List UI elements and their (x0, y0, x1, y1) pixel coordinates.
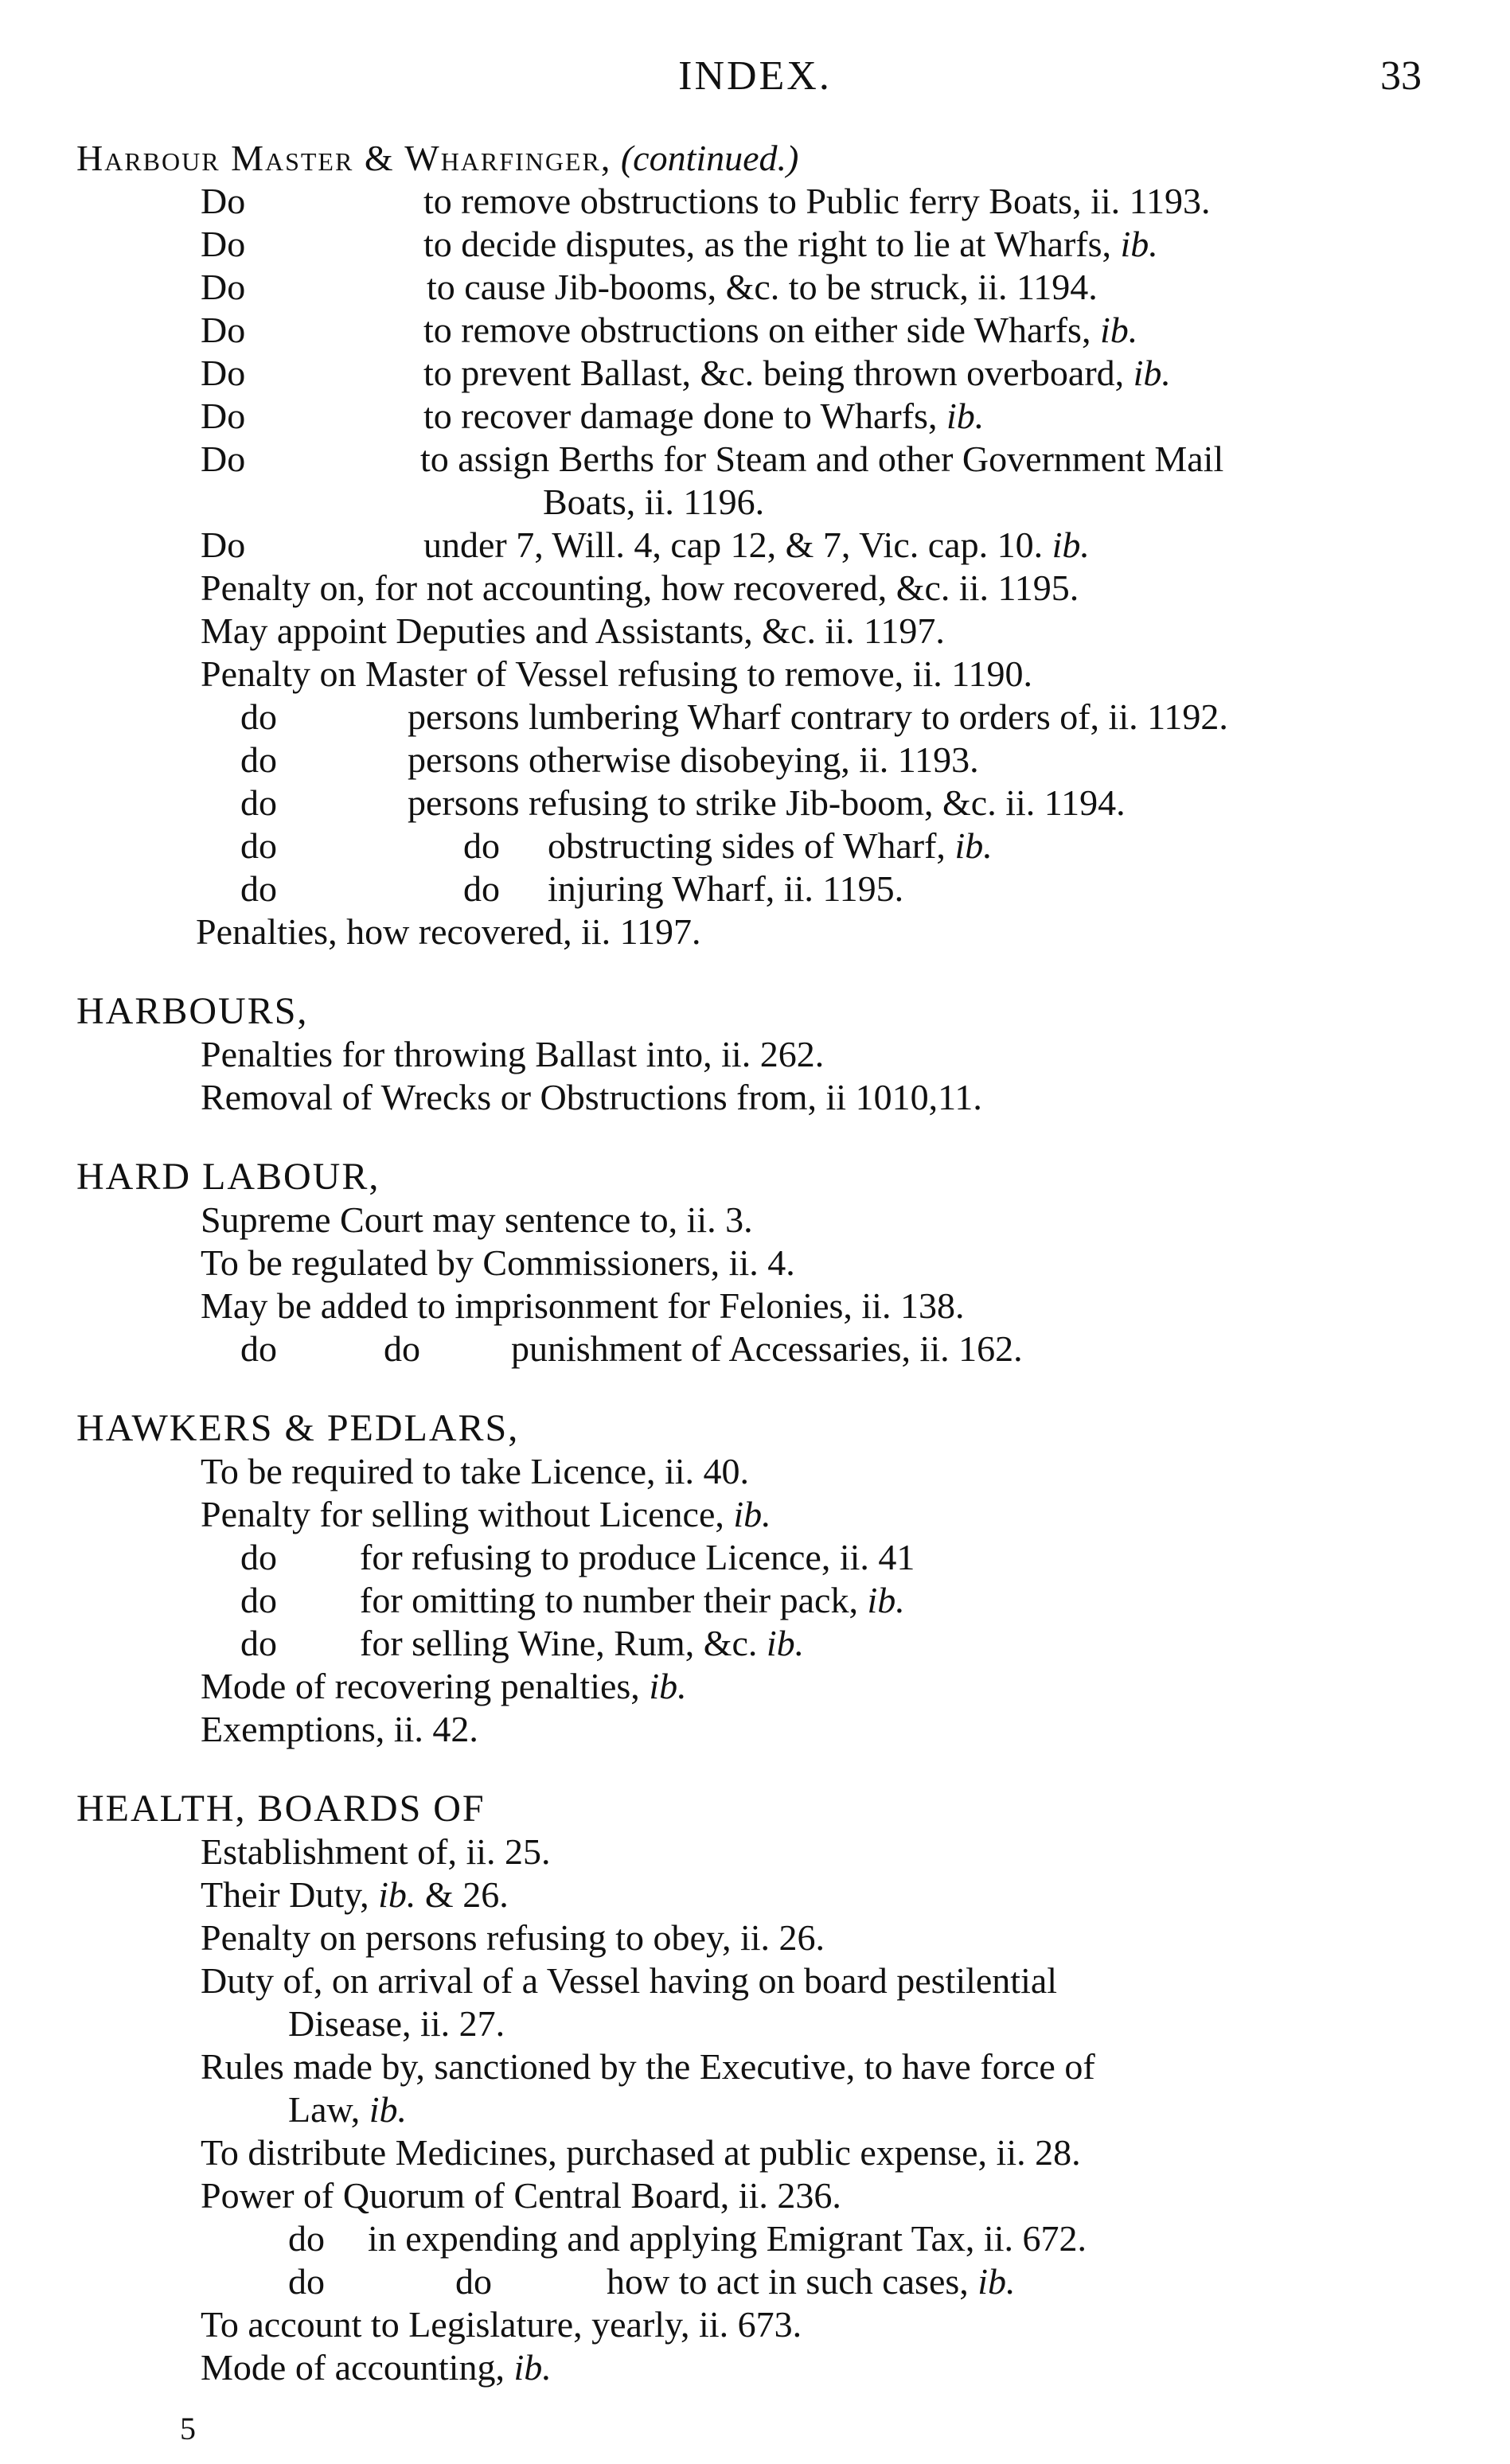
entry-text (201, 2346, 552, 2389)
index-line (76, 910, 1477, 953)
entry-text: May be added to imprisonment for Felonies, ii. 138. (201, 1285, 965, 1326)
index-line (76, 1076, 1477, 1119)
ditto-mark: do (463, 868, 500, 909)
ibid-ref: ib. (766, 1623, 805, 1663)
heading-text: Harbour Master & Wharfinger, (76, 138, 612, 178)
index-line (76, 1450, 1477, 1493)
index-line (76, 1033, 1477, 1076)
index-line (76, 1242, 1477, 1285)
entry-text: Penalty on, for not accounting, how recovered, &c. ii. 1195. (201, 567, 1079, 608)
ditto-mark: Do (201, 310, 246, 350)
entry-text-main: for omitting to number their pack, (360, 1580, 858, 1620)
index-line (76, 610, 1477, 653)
section-gap (76, 1751, 1477, 1788)
index-line (76, 653, 1477, 696)
entry-text: Rules made by, sanctioned by the Executive, to have force of (201, 2046, 1095, 2087)
ibid-ref: ib. (977, 2261, 1016, 2302)
entry-text: May appoint Deputies and Assistants, &c. ii. 1197. (201, 610, 945, 651)
page-number: 33 (1380, 53, 1422, 99)
entry-text (201, 1665, 687, 1708)
index-line (76, 567, 1477, 610)
index-line (76, 2045, 1477, 2088)
ditto-mark: do (240, 1328, 277, 1369)
entry-text-main: to prevent Ballast, &c. being thrown overboard, (423, 353, 1125, 393)
entry-text (201, 1873, 509, 1916)
entry-text (360, 1579, 905, 1622)
entry-text: To be regulated by Commissioners, ii. 4. (201, 1242, 795, 1283)
entry-text: Penalty on Master of Vessel refusing to remove, ii. 1190. (201, 653, 1033, 694)
entry-text-main: Penalty for selling without Licence, (201, 1494, 724, 1534)
index-line (76, 1916, 1477, 1959)
index-line (76, 1285, 1477, 1328)
index-line (76, 223, 1477, 266)
entry-text: to remove obstructions to Public ferry Boats, ii. 1193. (423, 181, 1211, 221)
ditto-mark: Do (201, 181, 246, 221)
ibid-ref: ib. (867, 1580, 905, 1620)
ibid-ref: ib. (946, 396, 985, 436)
entry-text (607, 2260, 1016, 2303)
index-line (76, 2217, 1477, 2260)
index-line (76, 825, 1477, 867)
entry-text: Exemptions, ii. 42. (201, 1709, 478, 1749)
entry-text-main: Their Duty, (201, 1874, 369, 1915)
index-line-continuation (76, 481, 1477, 524)
index-line (76, 1622, 1477, 1665)
ditto-mark: Do (201, 439, 246, 479)
index-line (76, 438, 1477, 481)
ibid-ref: ib. (1120, 224, 1158, 264)
index-line (76, 1665, 1477, 1708)
entry-text (423, 395, 984, 438)
entry-text: to cause Jib-booms, &c. to be struck, ii. 1194. (427, 267, 1098, 307)
index-line (76, 1493, 1477, 1536)
entry-text: persons lumbering Wharf contrary to orders of, ii. 1192. (408, 696, 1228, 737)
index-line (76, 1199, 1477, 1242)
entry-text-main: to remove obstructions on either side Wharfs, (423, 310, 1091, 350)
section-gap (76, 1119, 1477, 1156)
ditto-mark: do (288, 2261, 325, 2302)
entry-text-main: Mode of recovering penalties, (201, 1666, 640, 1706)
entry-text: Disease, ii. 27. (288, 2003, 505, 2044)
entry-text: to assign Berths for Steam and other Government Mail (420, 439, 1224, 479)
ditto-mark: Do (201, 353, 246, 393)
section-gap (76, 953, 1477, 990)
entry-text-main: for selling Wine, Rum, &c. (360, 1623, 758, 1663)
index-line (76, 1959, 1477, 2002)
entry-heading-hawkers: HAWKERS & PEDLARS, (76, 1407, 520, 1449)
index-line (76, 266, 1477, 309)
entry-text (423, 223, 1158, 266)
index-line (76, 2260, 1477, 2303)
ibid-ref: ib. (378, 1874, 416, 1915)
ditto-mark: do (463, 825, 500, 866)
index-line (76, 395, 1477, 438)
entry-heading-harbour-master (76, 137, 1477, 180)
entry-text: Removal of Wrecks or Obstructions from, ii 1010,11. (201, 1077, 982, 1117)
ditto-mark: Do (201, 224, 246, 264)
ditto-mark: Do (201, 396, 246, 436)
entry-text: Supreme Court may sentence to, ii. 3. (201, 1199, 753, 1240)
ditto-mark: do (240, 1623, 277, 1663)
entry-text-main: to recover damage done to Wharfs, (423, 396, 938, 436)
entry-text: To be required to take Licence, ii. 40. (201, 1451, 750, 1491)
index-line (76, 2346, 1477, 2389)
signature-mark: 5 (180, 2411, 196, 2446)
entry-text (423, 309, 1137, 352)
entry-text-main: to decide disputes, as the right to lie at Wharfs, (423, 224, 1111, 264)
entry-text-tail: & 26. (424, 1874, 509, 1915)
ibid-ref: ib. (649, 1666, 687, 1706)
entry-text (288, 2088, 407, 2131)
index-line (76, 739, 1477, 782)
entry-text: Boats, ii. 1196. (543, 481, 765, 522)
ibid-ref: ib. (954, 825, 993, 866)
section-gap (76, 1370, 1477, 1407)
entry-text: Power of Quorum of Central Board, ii. 236. (201, 2175, 841, 2216)
index-line (76, 1328, 1477, 1370)
entry-text-main: Mode of accounting, (201, 2347, 505, 2388)
index-line (76, 180, 1477, 223)
index-line (76, 867, 1477, 910)
index-content (76, 137, 1477, 2389)
entry-text: To distribute Medicines, purchased at public expense, ii. 28. (201, 2132, 1081, 2173)
index-line (76, 696, 1477, 739)
entry-text: for refusing to produce Licence, ii. 41 (360, 1537, 915, 1577)
entry-text: Penalties, how recovered, ii. 1197. (196, 911, 701, 952)
index-line (76, 1873, 1477, 1916)
ditto-mark: do (384, 1328, 420, 1369)
index-line (76, 1579, 1477, 1622)
entry-text (548, 825, 993, 867)
entry-text: Penalty on persons refusing to obey, ii. 26. (201, 1917, 825, 1958)
ditto-mark: do (455, 2261, 492, 2302)
ditto-mark: do (240, 1580, 277, 1620)
index-line-continuation (76, 2088, 1477, 2131)
entry-text: To account to Legislature, yearly, ii. 673. (201, 2304, 802, 2345)
ditto-mark: do (240, 868, 277, 909)
entry-text-main: obstructing sides of Wharf, (548, 825, 946, 866)
ditto-mark: do (240, 739, 277, 780)
entry-text: Penalties for throwing Ballast into, ii. 262. (201, 1034, 825, 1074)
entry-text: injuring Wharf, ii. 1195. (548, 868, 904, 909)
index-line (76, 524, 1477, 567)
entry-heading-health: HEALTH, BOARDS OF (76, 1788, 486, 1830)
index-line (76, 1536, 1477, 1579)
index-line (76, 2303, 1477, 2346)
entry-text-main: under 7, Will. 4, cap 12, & 7, Vic. cap. 10. (423, 524, 1044, 565)
ibid-ref: ib. (1133, 353, 1171, 393)
page-title: INDEX. (678, 53, 832, 99)
entry-heading-harbours: HARBOURS, (76, 990, 309, 1032)
ditto-mark: do (288, 2218, 325, 2259)
ditto-mark: Do (201, 524, 246, 565)
ibid-ref: ib. (1099, 310, 1138, 350)
ditto-mark: do (240, 825, 277, 866)
entry-text: persons refusing to strike Jib-boom, &c. ii. 1194. (408, 782, 1126, 823)
index-line (76, 782, 1477, 825)
ditto-mark: do (240, 696, 277, 737)
index-line (76, 1708, 1477, 1751)
entry-text: persons otherwise disobeying, ii. 1193. (408, 739, 979, 780)
index-line (76, 2174, 1477, 2217)
ibid-ref: ib. (513, 2347, 552, 2388)
entry-text: Establishment of, ii. 25. (201, 1831, 551, 1872)
entry-text (423, 352, 1171, 395)
ditto-mark: do (240, 1537, 277, 1577)
ditto-mark: Do (201, 267, 246, 307)
entry-text: Duty of, on arrival of a Vessel having on board pestilential (201, 1960, 1058, 2001)
ditto-mark: do (240, 782, 277, 823)
index-line (76, 309, 1477, 352)
heading-note: (continued.) (620, 138, 799, 178)
ibid-ref: ib. (1052, 524, 1090, 565)
index-line-continuation (76, 2002, 1477, 2045)
ibid-ref: ib. (369, 2089, 408, 2130)
entry-text: punishment of Accessaries, ii. 162. (511, 1328, 1023, 1369)
ibid-ref: ib. (733, 1494, 771, 1534)
index-line (76, 1830, 1477, 1873)
entry-text: in expending and applying Emigrant Tax, ii. 672. (368, 2218, 1087, 2259)
entry-heading-hard-labour: HARD LABOUR, (76, 1156, 380, 1198)
index-line (76, 352, 1477, 395)
entry-text (360, 1622, 804, 1665)
entry-text (423, 524, 1090, 567)
entry-text-main: Law, (288, 2089, 361, 2130)
entry-text-main: how to act in such cases, (607, 2261, 969, 2302)
index-line (76, 2131, 1477, 2174)
entry-text (201, 1493, 771, 1536)
